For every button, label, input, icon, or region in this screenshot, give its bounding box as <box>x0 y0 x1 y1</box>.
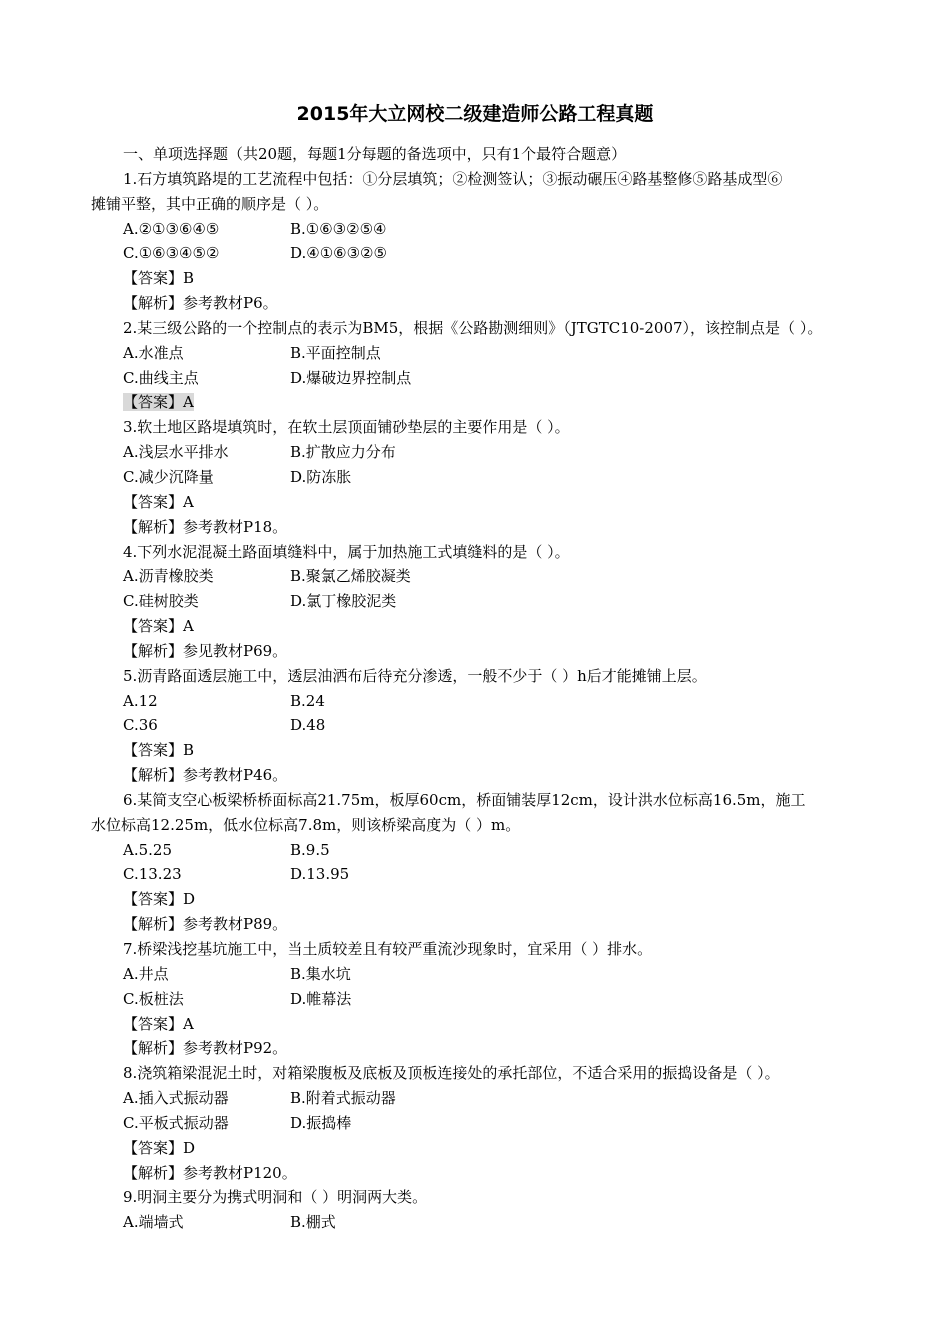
question-3-answer: 【答案】A <box>123 492 194 511</box>
document-title: 2015年大立网校二级建造师公路工程真题 <box>296 103 654 125</box>
option-b: B.9.5 <box>290 840 330 859</box>
question-6-stem-line2: 水位标高12.25m，低水位标高7.8m，则该桥梁高度为（ ）m。 <box>91 815 521 834</box>
question-7-options-row2 <box>91 987 866 1012</box>
question-8-options-row1 <box>91 1086 866 1111</box>
question-6-stem <box>91 788 866 838</box>
question-8-answer: 【答案】D <box>123 1138 196 1157</box>
question-3-options-row2 <box>91 465 866 490</box>
option-c: C.①⑥③④⑤② <box>123 244 220 263</box>
question-1-options-row2 <box>91 241 866 266</box>
highlighted-answer <box>123 393 194 411</box>
question-7-options-row1 <box>91 962 866 987</box>
question-1-stem-line2: 摊铺平整，其中正确的顺序是（ ）。 <box>91 194 329 213</box>
option-b: B.集水坑 <box>290 964 351 983</box>
answer-value: A <box>183 393 194 412</box>
option-a: A.井点 <box>123 964 169 983</box>
option-b: B.扩散应力分布 <box>290 443 396 462</box>
option-b: B.平面控制点 <box>290 343 381 362</box>
question-3-analysis: 【解析】参考教材P18。 <box>123 517 288 536</box>
option-c: C.硅树胶类 <box>123 592 199 611</box>
question-3-stem: 3.软土地区路堤填筑时，在软土层顶面铺砂垫层的主要作用是（ ）。 <box>123 418 570 437</box>
option-a: A.插入式振动器 <box>123 1089 229 1108</box>
section-heading: 一、单项选择题（共20题，每题1分每题的备选项中，只有1个最符合题意） <box>123 145 627 163</box>
question-1-stem-line1: 1.石方填筑路堤的工艺流程中包括：①分层填筑；②检测签认；③振动碾压④路基整修⑤路基成型⑥ <box>123 169 783 188</box>
option-a: A.5.25 <box>123 840 172 859</box>
question-6-options-row2 <box>91 862 866 887</box>
option-d: D.氯丁橡胶泥类 <box>290 592 397 611</box>
question-4-options-row1 <box>91 564 866 589</box>
question-2-options-row2 <box>91 366 866 391</box>
option-c: C.平板式振动器 <box>123 1113 229 1132</box>
question-1-stem <box>91 167 866 217</box>
question-4-options-row2 <box>91 589 866 614</box>
question-4-stem: 4.下列水泥混凝土路面填缝料中，属于加热施工式填缝料的是（ ）。 <box>123 542 570 561</box>
question-7-analysis: 【解析】参考教材P92。 <box>123 1039 288 1058</box>
option-a: A.12 <box>123 691 158 710</box>
question-8-options-row2 <box>91 1111 866 1136</box>
question-8-stem: 8.浇筑箱梁混泥土时，对箱梁腹板及底板及顶板连接处的承托部位，不适合采用的振捣设备是（ ）。 <box>123 1064 780 1083</box>
question-4-analysis: 【解析】参见教材P69。 <box>123 641 288 660</box>
option-d: D.爆破边界控制点 <box>290 368 412 387</box>
option-c: C.13.23 <box>123 865 182 884</box>
option-d: D.振捣棒 <box>290 1113 352 1132</box>
question-6-analysis: 【解析】参考教材P89。 <box>123 915 288 934</box>
option-d: D.48 <box>290 716 326 735</box>
document-body <box>91 142 866 1235</box>
question-9-options-row1 <box>91 1210 866 1235</box>
option-a: A.端墙式 <box>123 1213 184 1232</box>
option-a: A.②①③⑥④⑤ <box>123 219 220 238</box>
question-2-stem: 2.某三级公路的一个控制点的表示为BM5，根据《公路勘测细则》（JTGTC10-2007），该控制点是（ ）。 <box>123 318 823 337</box>
option-c: C.36 <box>123 716 158 735</box>
option-a: A.沥青橡胶类 <box>123 567 214 586</box>
option-d: D.④①⑥③②⑤ <box>290 244 387 263</box>
option-c: C.减少沉降量 <box>123 467 214 486</box>
option-d: D.帷幕法 <box>290 989 352 1008</box>
question-6-answer: 【答案】D <box>123 890 196 909</box>
question-6-stem-line1: 6.某简支空心板梁桥桥面标高21.75m，板厚60cm，桥面铺装厚12cm，设计洪水位标高16.5m，施工 <box>123 790 806 809</box>
answer-label: 【答案】 <box>123 393 184 412</box>
option-d: D.13.95 <box>290 865 350 884</box>
option-a: A.水准点 <box>123 343 184 362</box>
question-1-answer: 【答案】B <box>123 269 195 288</box>
question-9-stem: 9.明洞主要分为携式明洞和（ ）明洞两大类。 <box>123 1188 428 1207</box>
question-5-options-row1 <box>91 689 866 714</box>
question-1-analysis: 【解析】参考教材P6。 <box>123 294 278 313</box>
question-2-options-row1 <box>91 341 866 366</box>
question-1-options-row1 <box>91 217 866 242</box>
question-5-options-row2 <box>91 713 866 738</box>
question-6-options-row1 <box>91 838 866 863</box>
option-b: B.棚式 <box>290 1213 336 1232</box>
option-c: C.板桩法 <box>123 989 184 1008</box>
question-5-answer: 【答案】B <box>123 741 195 760</box>
option-b: B.①⑥③②⑤④ <box>290 219 387 238</box>
question-2-answer <box>91 390 866 415</box>
option-b: B.聚氯乙烯胶凝类 <box>290 567 411 586</box>
question-3-options-row1 <box>91 440 866 465</box>
question-4-answer: 【答案】A <box>123 617 194 636</box>
option-b: B.附着式振动器 <box>290 1089 396 1108</box>
question-7-answer: 【答案】A <box>123 1014 194 1033</box>
option-c: C.曲线主点 <box>123 368 199 387</box>
question-5-analysis: 【解析】参考教材P46。 <box>123 766 288 785</box>
question-8-analysis: 【解析】参考教材P120。 <box>123 1163 297 1182</box>
option-b: B.24 <box>290 691 325 710</box>
option-a: A.浅层水平排水 <box>123 443 229 462</box>
question-7-stem: 7.桥梁浅挖基坑施工中，当土质较差且有较严重流沙现象时，宜采用（ ）排水。 <box>123 940 653 958</box>
question-5-stem: 5.沥青路面透层施工中，透层油洒布后待充分渗透，一般不少于（ ）h后才能摊铺上层。 <box>123 666 707 685</box>
option-d: D.防冻胀 <box>290 467 352 486</box>
